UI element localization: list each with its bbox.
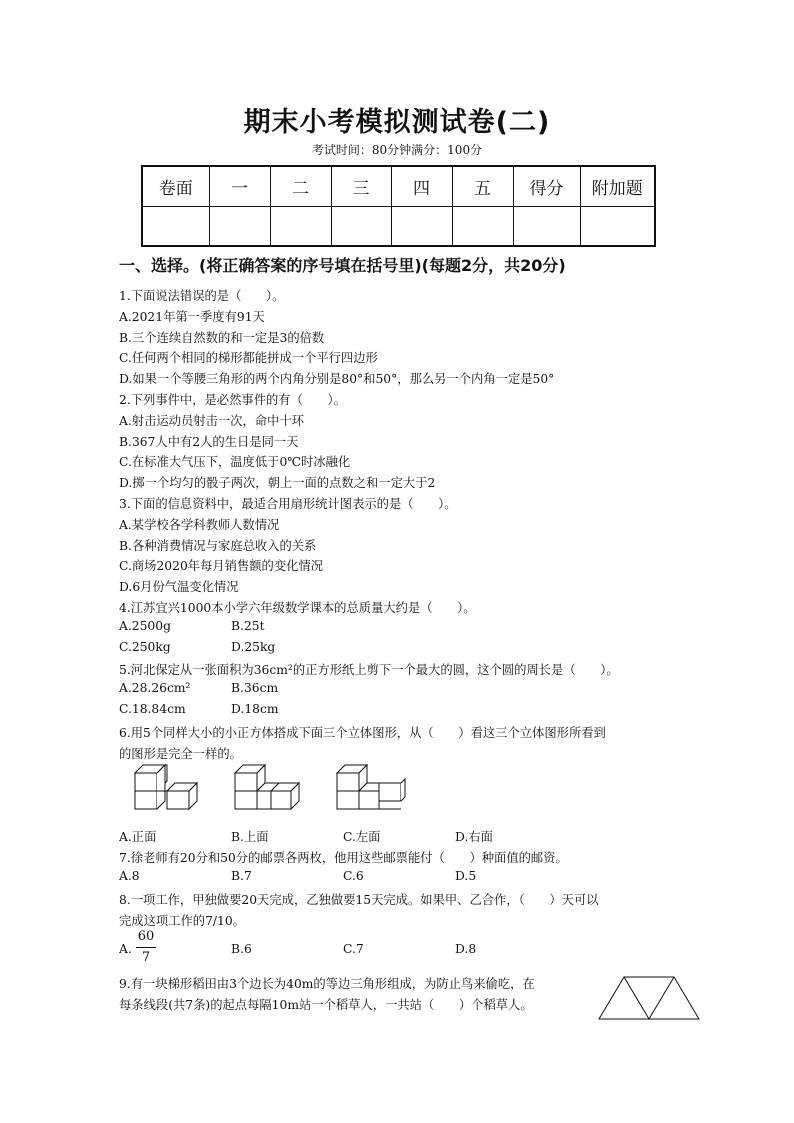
fraction-bar xyxy=(136,947,156,948)
q5-option-d: D.18cm xyxy=(231,702,279,716)
score-header-cell: 得分 xyxy=(513,166,580,206)
q7-option-b: B.7 xyxy=(231,869,252,883)
q6-option-d: D.右面 xyxy=(455,830,493,844)
q6-stem-line2: 的图形是完全一样的。 xyxy=(119,747,242,761)
score-header-cell: 附加题 xyxy=(580,166,655,206)
q8-option-b: B.6 xyxy=(231,942,252,956)
q3-option-d: D.6月份气温变化情况 xyxy=(119,580,239,594)
q5-option-a: A.28.26cm² xyxy=(119,681,191,695)
q3-option-a: A.某学校各学科教师人数情况 xyxy=(119,518,280,532)
score-header-cell: 二 xyxy=(270,166,331,206)
q5-option-c: C.18.84cm xyxy=(119,702,186,716)
q5-stem: 5.河北保定从一张面积为36cm²的正方形纸上剪下一个最大的圆，这个圆的周长是（ ）。 xyxy=(119,663,619,677)
q4-option-c: C.250kg xyxy=(119,640,171,654)
q4-option-a: A.2500g xyxy=(119,619,171,633)
q1-option-b: B.三个连续自然数的和一定是3的倍数 xyxy=(119,331,325,345)
score-cell[interactable] xyxy=(513,206,580,246)
q2-option-d: D.掷一个均匀的骰子两次，朝上一面的点数之和一定大于2 xyxy=(119,476,436,490)
score-cell[interactable] xyxy=(142,206,209,246)
q4-option-d: D.25kg xyxy=(231,640,276,654)
score-header-cell: 一 xyxy=(209,166,270,206)
score-cell[interactable] xyxy=(391,206,452,246)
q1-option-c: C.任何两个相同的梯形都能拼成一个平行四边形 xyxy=(119,351,378,365)
cube-figure-2 xyxy=(231,763,303,815)
cube-figure-1 xyxy=(131,763,203,815)
q8-option-c: C.7 xyxy=(343,942,364,956)
q6-option-a: A.正面 xyxy=(119,830,157,844)
q4-stem: 4.江苏宜兴1000本小学六年级数学课本的总质量大约是（ ）。 xyxy=(119,601,476,615)
q1-stem: 1.下面说法错误的是（ ）。 xyxy=(119,289,285,303)
score-table-blank-row xyxy=(142,206,655,246)
page-title: 期末小考模拟测试卷(二) xyxy=(243,107,551,138)
score-cell[interactable] xyxy=(270,206,331,246)
q7-stem: 7.徐老师有20分和50分的邮票各两枚，他用这些邮票能付（ ）种面值的邮资。 xyxy=(119,851,568,865)
q7-option-a: A.8 xyxy=(119,869,140,883)
q3-stem: 3.下面的信息资料中，最适合用扇形统计图表示的是（ ）。 xyxy=(119,497,457,511)
q4-option-b: B.25t xyxy=(231,619,265,633)
q2-stem: 2.下列事件中，是必然事件的有（ ）。 xyxy=(119,393,346,407)
q7-option-c: C.6 xyxy=(343,869,364,883)
cube-figure-3 xyxy=(333,763,409,815)
q6-option-c: C.左面 xyxy=(343,830,381,844)
q9-stem-line1: 9.有一块梯形稻田由3个边长为40m的等边三角形组成，为防止鸟来偷吃，在 xyxy=(119,977,535,991)
q2-option-b: B.367人中有2人的生日是同一天 xyxy=(119,435,299,449)
trapezoid-field-figure xyxy=(598,975,700,1021)
score-header-cell: 四 xyxy=(391,166,452,206)
q7-option-d: D.5 xyxy=(455,869,477,883)
q1-option-a: A.2021年第一季度有91天 xyxy=(119,310,265,324)
score-header-cell: 卷面 xyxy=(142,166,209,206)
score-table-header-row xyxy=(142,166,655,206)
score-cell[interactable] xyxy=(209,206,270,246)
section-heading: 一、选择。(将正确答案的序号填在括号里)(每题2分，共20分) xyxy=(119,256,566,275)
q1-option-d: D.如果一个等腰三角形的两个内角分别是80°和50°，那么另一个内角一定是50° xyxy=(119,372,555,386)
q8-option-a-denominator: 7 xyxy=(141,950,151,965)
score-cell[interactable] xyxy=(580,206,655,246)
exam-info: 考试时间：80分钟满分：100分 xyxy=(311,143,483,157)
q6-stem-line1: 6.用5个同样大小的小正方体搭成下面三个立体图形，从（ ）看这三个立体图形所看到 xyxy=(119,726,606,740)
q8-option-a-prefix: A. xyxy=(119,942,132,956)
q2-option-c: C.在标准大气压下，温度低于0℃时冰融化 xyxy=(119,455,351,469)
score-header-cell: 三 xyxy=(331,166,391,206)
score-cell[interactable] xyxy=(331,206,391,246)
q2-option-a: A.射击运动员射击一次，命中十环 xyxy=(119,414,304,428)
q8-stem-line2: 完成这项工作的7/10。 xyxy=(119,914,245,928)
score-table xyxy=(141,165,656,247)
q8-stem-line1: 8.一项工作，甲独做要20天完成，乙独做要15天完成。如果甲、乙合作，（ ）天可以 xyxy=(119,893,599,907)
q3-option-c: C.商场2020年每月销售额的变化情况 xyxy=(119,559,324,573)
score-cell[interactable] xyxy=(452,206,513,246)
q3-option-b: B.各种消费情况与家庭总收入的关系 xyxy=(119,539,317,553)
q6-option-b: B.上面 xyxy=(231,830,269,844)
q8-option-a-numerator: 60 xyxy=(137,929,155,944)
q8-option-d: D.8 xyxy=(455,942,477,956)
score-header-cell: 五 xyxy=(452,166,513,206)
q9-stem-line2: 每条线段(共7条)的起点每隔10m站一个稻草人，一共站（ ）个稻草人。 xyxy=(119,998,533,1012)
q5-option-b: B.36cm xyxy=(231,681,279,695)
